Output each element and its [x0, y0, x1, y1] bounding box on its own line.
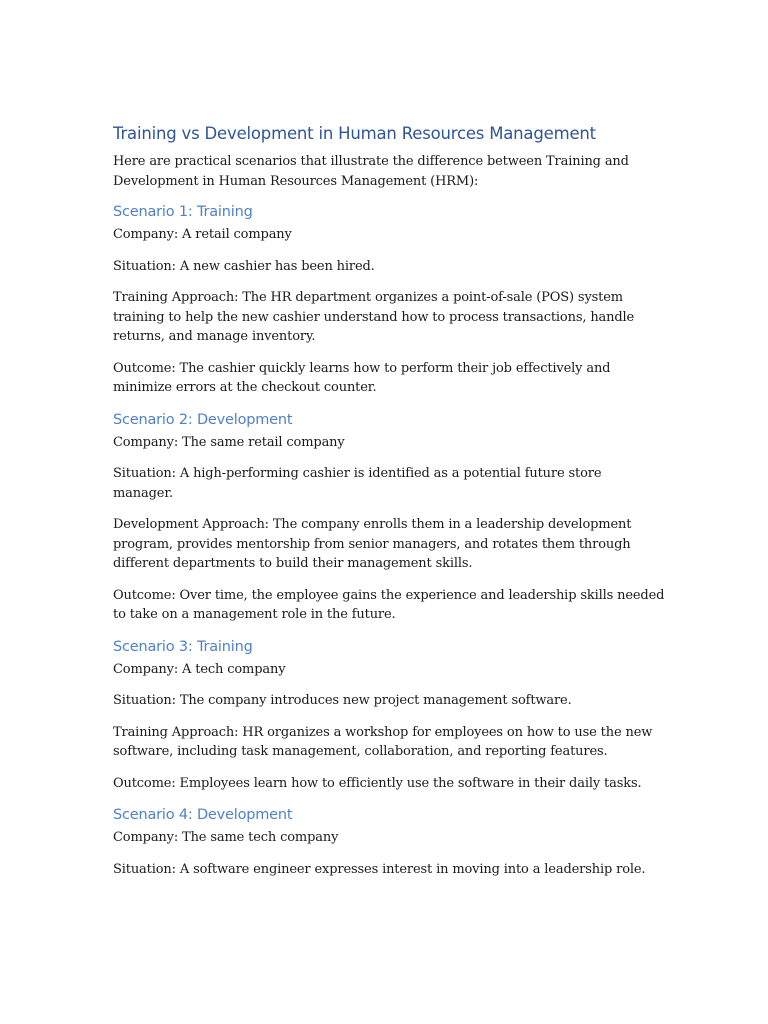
- scenario-heading: Scenario 3: Training: [113, 638, 253, 655]
- scenario-company: Company: The same retail company: [113, 434, 345, 450]
- scenario-outcome: Outcome: The cashier quickly learns how to perform their job effectively and minimize errors at the checkout counter.: [113, 360, 611, 395]
- scenario-1: [113, 202, 665, 398]
- scenario-approach: Development Approach: The company enrolls them in a leadership development program, provides mentorship from senior managers, and rotates them through different departments to build their management skills.: [113, 517, 632, 571]
- scenario-outcome: Outcome: Employees learn how to efficiently use the software in their daily tasks.: [113, 775, 642, 791]
- scenario-company: Company: A retail company: [113, 227, 292, 242]
- scenario-heading: Scenario 1: Training: [113, 204, 253, 220]
- scenario-heading: Scenario 4: Development: [113, 807, 293, 823]
- scenario-outcome: Outcome: Over time, the employee gains the experience and leadership skills needed to take on a management role in the future.: [113, 587, 665, 622]
- scenario-heading: Scenario 2: Development: [113, 411, 293, 428]
- scenario-approach: Training Approach: The HR department organizes a point-of-sale (POS) system training to help the new cashier understand how to process transactions, handle returns, and manage inventory.: [113, 290, 635, 344]
- scenario-approach: Training Approach: HR organizes a workshop for employees on how to use the new software, including task management, collaboration, and reporting features.: [113, 724, 653, 759]
- intro-paragraph: Here are practical scenarios that illustrate the difference between Training and Development in Human Resources Management (HRM):: [113, 154, 629, 189]
- scenario-situation: Situation: A new cashier has been hired.: [113, 258, 375, 274]
- scenario-4: [113, 805, 665, 879]
- scenario-company: Company: A tech company: [113, 661, 286, 677]
- document-page: [113, 122, 665, 891]
- scenario-3: [113, 637, 665, 794]
- scenario-situation: Situation: A software engineer expresses interest in moving into a leadership role.: [113, 861, 646, 877]
- document-title: Training vs Development in Human Resources Management: [113, 124, 596, 143]
- scenario-2: [113, 410, 665, 625]
- scenario-situation: Situation: A high-performing cashier is identified as a potential future store manager.: [113, 466, 602, 501]
- scenario-company: Company: The same tech company: [113, 830, 339, 845]
- scenario-situation: Situation: The company introduces new project management software.: [113, 693, 572, 708]
